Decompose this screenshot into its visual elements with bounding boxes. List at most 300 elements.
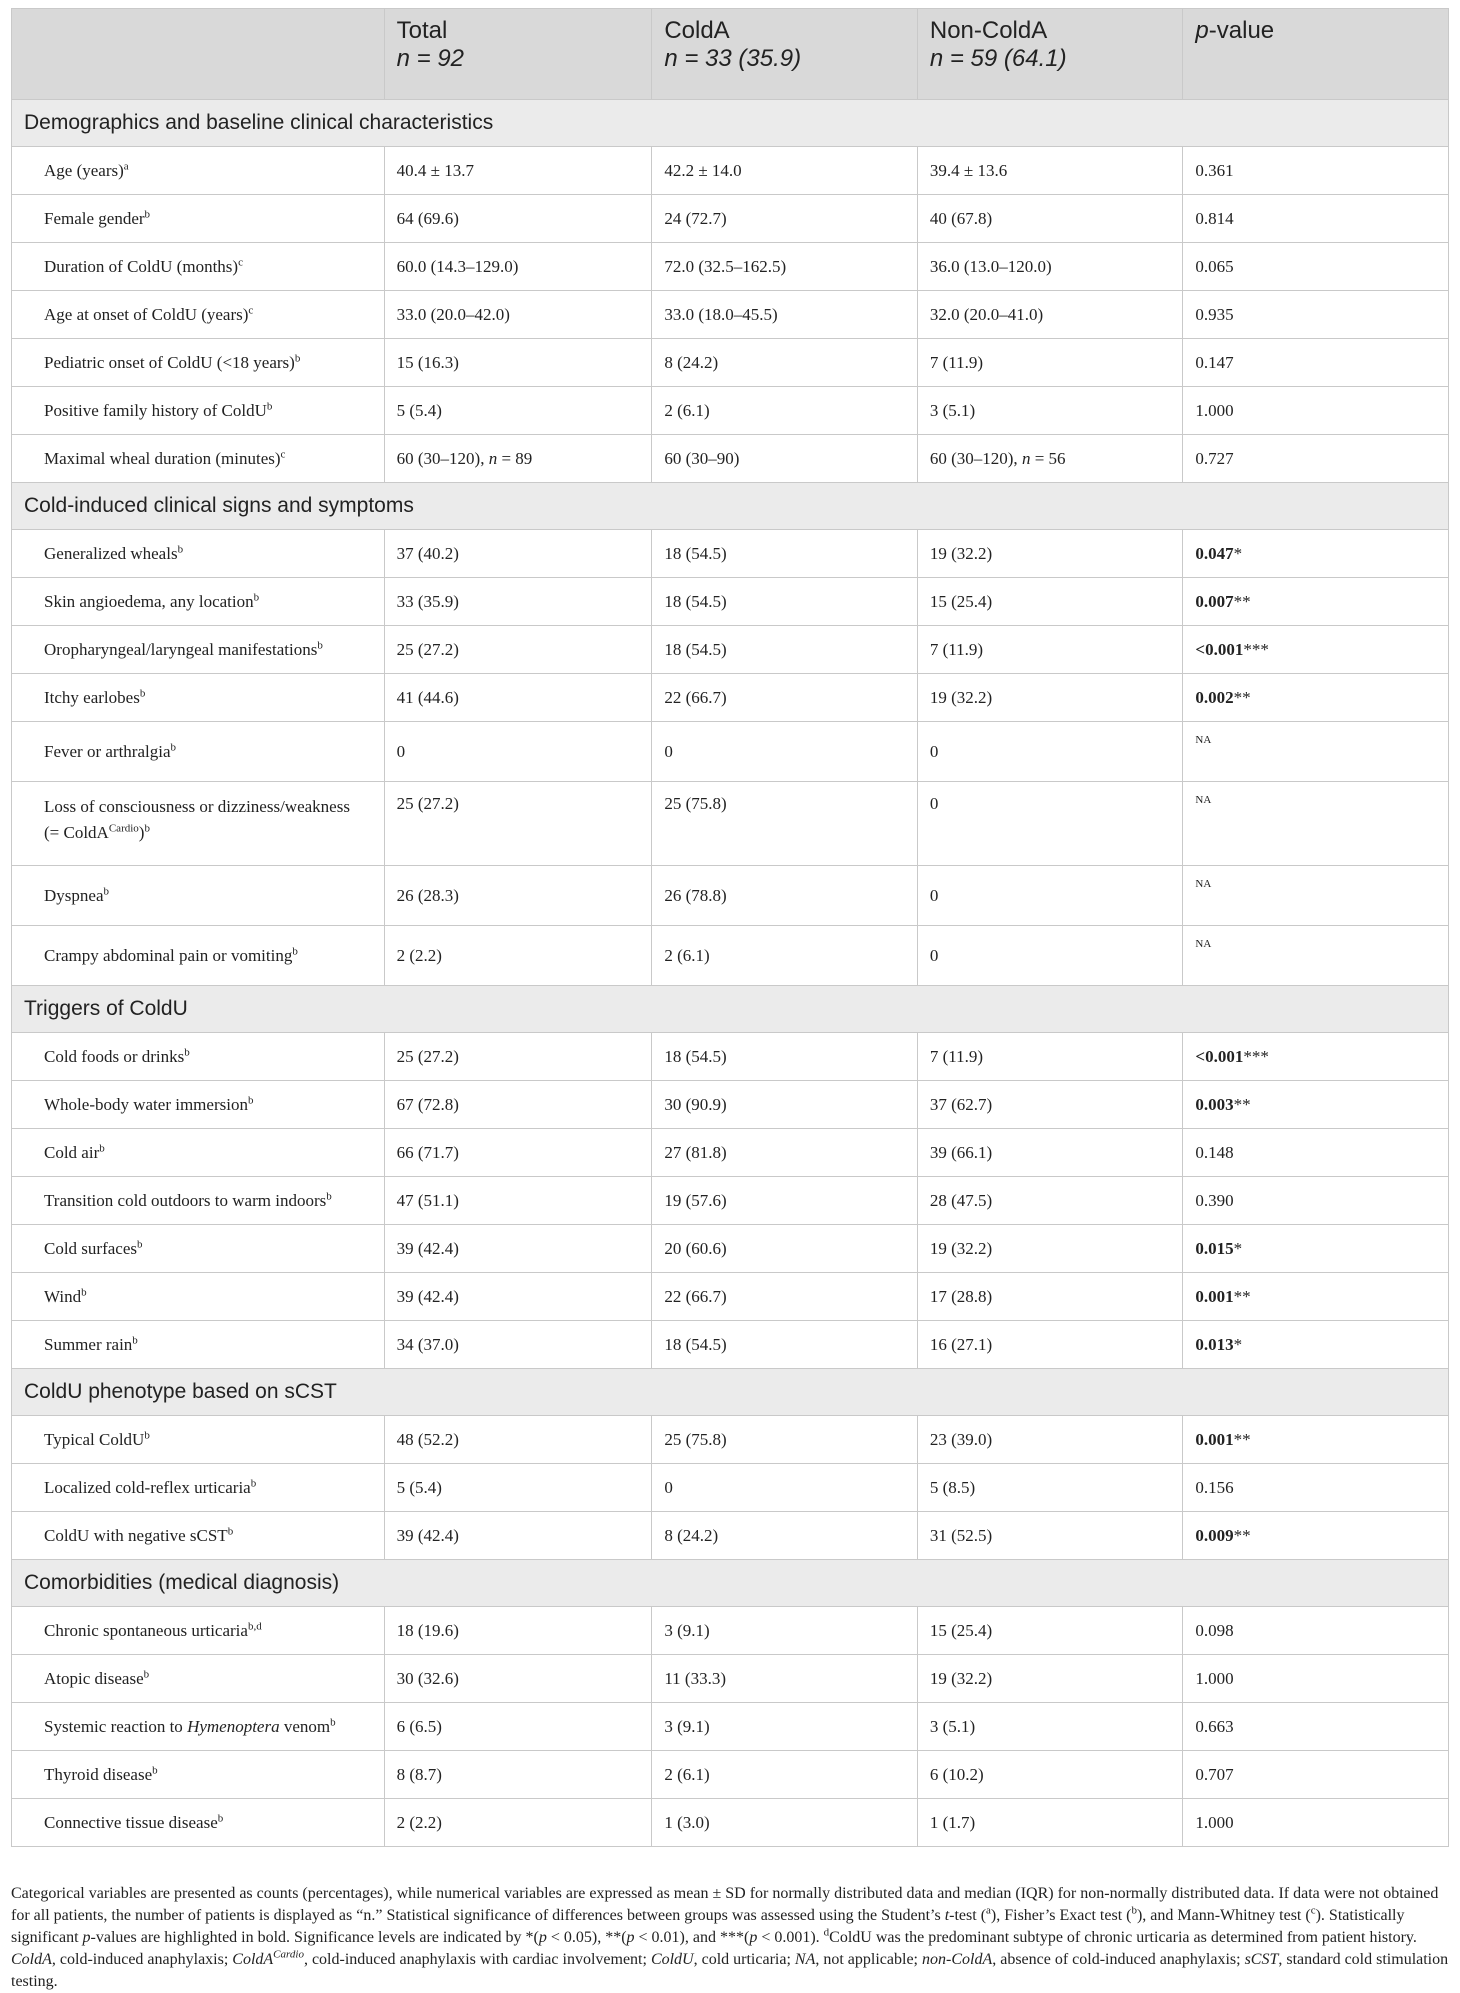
pvalue-text: 0.935 [1195, 304, 1234, 324]
cell-non: 16 (27.1) [917, 1321, 1183, 1369]
cell-total: 40.4 ± 13.7 [384, 147, 652, 195]
table-row [12, 722, 1449, 782]
cell-total: 2 (2.2) [384, 1799, 652, 1847]
cell-non: 5 (8.5) [917, 1464, 1183, 1512]
section-header-row [12, 986, 1449, 1033]
pvalue-text: 0.002 [1195, 687, 1234, 707]
cell-non: 28 (47.5) [917, 1177, 1183, 1225]
cell-non: 23 (39.0) [917, 1416, 1183, 1464]
footnote-marker: b [253, 590, 260, 603]
footnote-marker: a [123, 159, 129, 172]
cell-total: 6 (6.5) [384, 1703, 652, 1751]
cell-pvalue [1183, 1177, 1449, 1225]
row-label-text: Duration of ColdU (months) [44, 256, 239, 276]
row-label-text: Itchy earlobes [44, 687, 140, 707]
row-label [12, 195, 385, 243]
row-label [12, 722, 385, 782]
row-label-italic: Hymenoptera [187, 1716, 280, 1736]
cell-colda: 30 (90.9) [652, 1081, 918, 1129]
cell-pvalue [1183, 722, 1449, 782]
cell-total: 0 [384, 722, 652, 782]
cell-non: 40 (67.8) [917, 195, 1183, 243]
cell-non: 17 (28.8) [917, 1273, 1183, 1321]
row-label-text: Thyroid disease [44, 1764, 153, 1784]
cell-total: 37 (40.2) [384, 530, 652, 578]
row-label [12, 339, 385, 387]
cell-total: 5 (5.4) [384, 1464, 652, 1512]
table-row [12, 578, 1449, 626]
section-title: Triggers of ColdU [12, 986, 1449, 1033]
cell-non: 39 (66.1) [917, 1129, 1183, 1177]
row-label [12, 926, 385, 986]
row-label [12, 147, 385, 195]
footnote-paragraph: Categorical variables are presented as counts (percentages), while numerical variables are expressed as mean ± SD for normally distributed data and median (IQR) for non-normally distributed data. If data were not obtained for all patients, the number of patients is displayed as “n.” Statistical significance of differences between groups was assessed using the Student’s t-test ($^a$), Fisher’s Exact test ($^b$), and Mann-Whitney test ($^c$). Statistically significant p-values are highlighted in bold. Significance levels are indicated by *(p < 0.05), **(p < 0.01), and ***(p < 0.001). $^d$ColdU was the predominant subtype of chronic urticaria as determined from patient history. [11, 1885, 1439, 1946]
pvalue-text: 0.390 [1195, 1190, 1234, 1210]
cell-colda: 2 (6.1) [652, 926, 918, 986]
row-label [12, 782, 385, 866]
pvalue-text: 0.047 [1195, 543, 1234, 563]
cell-total: 47 (51.1) [384, 1177, 652, 1225]
cell-non: 6 (10.2) [917, 1751, 1183, 1799]
row-label [12, 674, 385, 722]
footnote-marker: b [152, 1763, 158, 1776]
section-header-row [12, 483, 1449, 530]
cell-pvalue [1183, 339, 1449, 387]
row-label-text: Typical ColdU [44, 1429, 145, 1449]
cell-colda: 8 (24.2) [652, 339, 918, 387]
table-row [12, 1703, 1449, 1751]
footnote-marker: b [170, 740, 176, 753]
section-title: Comorbidities (medical diagnosis) [12, 1560, 1449, 1607]
cell-pvalue [1183, 626, 1449, 674]
cell-colda: 22 (66.7) [652, 1273, 918, 1321]
section-header-row [12, 1560, 1449, 1607]
cell-colda: 3 (9.1) [652, 1703, 918, 1751]
row-label-text: Oropharyngeal/laryngeal manifestations [44, 639, 318, 659]
footnote-marker: b [143, 1667, 150, 1680]
cell-colda: 18 (54.5) [652, 578, 918, 626]
table-row [12, 1225, 1449, 1273]
significance-stars: * [1233, 543, 1243, 563]
row-label [12, 1033, 385, 1081]
footnote-marker: c [248, 303, 254, 316]
footnote-marker: b [177, 542, 184, 555]
cell-total: 30 (32.6) [384, 1655, 652, 1703]
cell-colda: 18 (54.5) [652, 626, 918, 674]
cell-colda: 27 (81.8) [652, 1129, 918, 1177]
row-label [12, 1655, 385, 1703]
header-colda: ColdA n = 33 (35.9) [652, 9, 918, 100]
footnote-marker: b [227, 1524, 234, 1537]
cell-pvalue [1183, 435, 1449, 483]
cell-colda: 18 (54.5) [652, 530, 918, 578]
cell-total: 60.0 (14.3–129.0) [384, 243, 652, 291]
cell-non: 7 (11.9) [917, 626, 1183, 674]
footnote-marker: b [137, 1237, 143, 1250]
cell-colda: 24 (72.7) [652, 195, 918, 243]
cell-total: 60 (30–120), n = 89 [384, 435, 652, 483]
cell-total: 25 (27.2) [384, 626, 652, 674]
cell-total: 33 (35.9) [384, 578, 652, 626]
section-title: Cold-induced clinical signs and symptoms [12, 483, 1449, 530]
pvalue-text: 1.000 [1195, 1668, 1234, 1688]
table-row [12, 1081, 1449, 1129]
footnote-marker: b [81, 1285, 87, 1298]
row-label-text: Skin angioedema, any location [44, 591, 254, 611]
row-label [12, 1416, 385, 1464]
header-empty [12, 9, 385, 100]
row-label-text: Atopic disease [44, 1668, 144, 1688]
footnote-abbreviations: ColdA, cold-induced anaphylaxis; ColdA$^{Cardio}$, cold-induced anaphylaxis with cardiac involvement; ColdU, cold urticaria; NA, not applicable; non-ColdA, absence of cold-induced anaphylaxis; sCST, standard cold stimulation testing. [11, 1948, 1449, 1990]
cell-colda: 0 [652, 1464, 918, 1512]
cell-colda: 33.0 (18.0–45.5) [652, 291, 918, 339]
cell-non: 3 (5.1) [917, 1703, 1183, 1751]
pvalue-text: 0.148 [1195, 1142, 1234, 1162]
footnote-marker: b [294, 351, 301, 364]
cell-pvalue [1183, 1081, 1449, 1129]
cell-total: 25 (27.2) [384, 782, 652, 866]
pvalue-text: 0.003 [1195, 1094, 1234, 1114]
row-label [12, 243, 385, 291]
row-label [12, 1225, 385, 1273]
row-label [12, 1512, 385, 1560]
cell-non: 19 (32.2) [917, 674, 1183, 722]
cell-pvalue [1183, 866, 1449, 926]
section-header-row [12, 1369, 1449, 1416]
cell-non: 32.0 (20.0–41.0) [917, 291, 1183, 339]
cell-non: 7 (11.9) [917, 339, 1183, 387]
cell-pvalue [1183, 674, 1449, 722]
pvalue-text: 0.013 [1195, 1334, 1234, 1354]
table-row [12, 1607, 1449, 1655]
cell-colda: 26 (78.8) [652, 866, 918, 926]
row-label-text: Generalized wheals [44, 543, 178, 563]
cell-total: 34 (37.0) [384, 1321, 652, 1369]
cell-total: 39 (42.4) [384, 1512, 652, 1560]
header-pvalue: p-value [1183, 9, 1449, 100]
cell-colda: 20 (60.6) [652, 1225, 918, 1273]
cell-total: 5 (5.4) [384, 387, 652, 435]
cell-total: 2 (2.2) [384, 926, 652, 986]
footnote-marker: c [280, 447, 286, 460]
cell-colda: 1 (3.0) [652, 1799, 918, 1847]
footnote-marker: b [330, 1715, 336, 1728]
row-label-text: Wind [44, 1286, 82, 1306]
row-label-text: Pediatric onset of ColdU (<18 years) [44, 352, 295, 372]
footnote-marker: b [250, 1476, 257, 1489]
pvalue-text: 0.001 [1195, 1286, 1234, 1306]
row-label [12, 626, 385, 674]
row-label-text: ColdU with negative sCST [44, 1525, 228, 1545]
footnote-marker: b,d [247, 1619, 262, 1632]
cell-total: 39 (42.4) [384, 1225, 652, 1273]
cell-non: 15 (25.4) [917, 1607, 1183, 1655]
pvalue-text: 0.147 [1195, 352, 1234, 372]
footnote-marker: b [292, 944, 298, 957]
significance-stars: *** [1243, 1046, 1269, 1066]
row-label-text: Transition cold outdoors to warm indoors [44, 1190, 327, 1210]
table-row [12, 1129, 1449, 1177]
footnote-marker: b [144, 207, 151, 220]
cell-colda: 19 (57.6) [652, 1177, 918, 1225]
cell-colda: 0 [652, 722, 918, 782]
row-label-text: Positive family history of ColdU [44, 400, 267, 420]
table-footnote [11, 1883, 1449, 1993]
cell-non: 19 (32.2) [917, 530, 1183, 578]
header-row [12, 9, 1449, 100]
cell-pvalue [1183, 1464, 1449, 1512]
cell-pvalue [1183, 1416, 1449, 1464]
cell-pvalue [1183, 1033, 1449, 1081]
cell-total: 8 (8.7) [384, 1751, 652, 1799]
pvalue-na: NA [1195, 794, 1212, 806]
row-label-text: Chronic spontaneous urticaria [44, 1620, 248, 1640]
row-label-text: Loss of consciousness or dizziness/weakness [44, 797, 350, 816]
cell-total: 66 (71.7) [384, 1129, 652, 1177]
row-label-text: Dyspnea [44, 885, 104, 905]
cell-pvalue [1183, 147, 1449, 195]
row-label-text: Localized cold-reflex urticaria [44, 1477, 251, 1497]
cell-pvalue [1183, 1799, 1449, 1847]
cell-pvalue [1183, 1129, 1449, 1177]
cell-pvalue [1183, 1703, 1449, 1751]
cell-colda: 60 (30–90) [652, 435, 918, 483]
row-label [12, 1607, 385, 1655]
cell-colda: 2 (6.1) [652, 387, 918, 435]
cell-non: 0 [917, 782, 1183, 866]
table-row [12, 147, 1449, 195]
cell-total: 33.0 (20.0–42.0) [384, 291, 652, 339]
table-row [12, 1655, 1449, 1703]
table-row [12, 1799, 1449, 1847]
cell-total: 67 (72.8) [384, 1081, 652, 1129]
row-label-text: Age at onset of ColdU (years) [44, 304, 249, 324]
row-label-text: Cold air [44, 1142, 100, 1162]
table-row [12, 1273, 1449, 1321]
table-row [12, 1464, 1449, 1512]
row-label-text: Cold foods or drinks [44, 1046, 185, 1066]
row-label-text: Age (years) [44, 160, 124, 180]
cell-non: 37 (62.7) [917, 1081, 1183, 1129]
row-label-text: Female gender [44, 208, 145, 228]
table-row [12, 782, 1449, 866]
cell-non: 39.4 ± 13.6 [917, 147, 1183, 195]
pvalue-text: 0.727 [1195, 448, 1234, 468]
row-label [12, 1703, 385, 1751]
cell-pvalue [1183, 1225, 1449, 1273]
table-row [12, 926, 1449, 986]
cell-pvalue [1183, 926, 1449, 986]
cell-total: 18 (19.6) [384, 1607, 652, 1655]
significance-stars: *** [1243, 639, 1269, 659]
cell-colda: 42.2 ± 14.0 [652, 147, 918, 195]
pvalue-na: NA [1195, 938, 1212, 950]
cell-colda: 11 (33.3) [652, 1655, 918, 1703]
cell-pvalue [1183, 387, 1449, 435]
cell-pvalue [1183, 1655, 1449, 1703]
table-row [12, 1177, 1449, 1225]
row-label-line2-sup: Cardio [108, 822, 139, 835]
cell-non: 19 (32.2) [917, 1225, 1183, 1273]
cell-non: 1 (1.7) [917, 1799, 1183, 1847]
row-label-line2: (= ColdA [44, 823, 109, 842]
cell-pvalue [1183, 1607, 1449, 1655]
table-body [12, 100, 1449, 1847]
significance-stars: ** [1233, 1286, 1251, 1306]
cell-non: 31 (52.5) [917, 1512, 1183, 1560]
pvalue-text: 0.009 [1195, 1525, 1234, 1545]
footnote-marker: b [247, 1093, 254, 1106]
row-label [12, 530, 385, 578]
cell-total: 26 (28.3) [384, 866, 652, 926]
cell-pvalue [1183, 578, 1449, 626]
cell-colda: 8 (24.2) [652, 1512, 918, 1560]
row-label [12, 1464, 385, 1512]
cell-pvalue [1183, 530, 1449, 578]
cell-pvalue [1183, 1512, 1449, 1560]
row-label [12, 1751, 385, 1799]
section-title: Demographics and baseline clinical characteristics [12, 100, 1449, 147]
pvalue-text: 0.015 [1195, 1238, 1234, 1258]
row-label [12, 578, 385, 626]
row-label-text: Systemic reaction to [44, 1716, 188, 1736]
cell-non: 0 [917, 866, 1183, 926]
table-row [12, 1512, 1449, 1560]
row-label-end: venom [279, 1716, 331, 1736]
row-label-text: Fever or arthralgia [44, 741, 171, 761]
footnote-marker: b [132, 1333, 138, 1346]
cell-total: 48 (52.2) [384, 1416, 652, 1464]
header-total: Total n = 92 [384, 9, 652, 100]
pvalue-text: 0.361 [1195, 160, 1234, 180]
row-label-text: Crampy abdominal pain or vomiting [44, 945, 293, 965]
table-row [12, 1416, 1449, 1464]
cell-colda: 3 (9.1) [652, 1607, 918, 1655]
header-noncolda: Non-ColdA n = 59 (64.1) [917, 9, 1183, 100]
row-label-text: Cold surfaces [44, 1238, 138, 1258]
cell-non: 60 (30–120), n = 56 [917, 435, 1183, 483]
cell-colda: 72.0 (32.5–162.5) [652, 243, 918, 291]
cell-pvalue [1183, 291, 1449, 339]
table-row [12, 674, 1449, 722]
row-label [12, 1129, 385, 1177]
significance-stars: ** [1233, 1525, 1251, 1545]
table-row [12, 435, 1449, 483]
cell-pvalue [1183, 195, 1449, 243]
cell-colda: 22 (66.7) [652, 674, 918, 722]
cell-colda: 25 (75.8) [652, 782, 918, 866]
significance-stars: ** [1233, 591, 1251, 611]
cell-total: 15 (16.3) [384, 339, 652, 387]
footnote-marker: b [326, 1189, 332, 1202]
footnote-marker: b [317, 638, 323, 651]
section-header-row [12, 100, 1449, 147]
table-row [12, 339, 1449, 387]
footnote-marker: b [266, 399, 273, 412]
cell-colda: 18 (54.5) [652, 1033, 918, 1081]
data-table [11, 8, 1449, 1847]
footnote-marker: b [144, 822, 150, 835]
footnote-marker: b [139, 686, 146, 699]
cell-pvalue [1183, 1273, 1449, 1321]
row-label [12, 866, 385, 926]
pvalue-text: 0.814 [1195, 208, 1234, 228]
significance-stars: ** [1233, 1094, 1251, 1114]
cell-non: 15 (25.4) [917, 578, 1183, 626]
significance-stars: ** [1233, 687, 1251, 707]
row-label [12, 1177, 385, 1225]
pvalue-text: 0.098 [1195, 1620, 1234, 1640]
cell-total: 39 (42.4) [384, 1273, 652, 1321]
cell-pvalue [1183, 782, 1449, 866]
footnote-marker: b [184, 1045, 190, 1058]
significance-stars: ** [1233, 1429, 1251, 1449]
pvalue-text: 1.000 [1195, 1812, 1234, 1832]
cell-colda: 25 (75.8) [652, 1416, 918, 1464]
pvalue-na: NA [1195, 878, 1212, 890]
pvalue-text: 0.663 [1195, 1716, 1234, 1736]
row-label [12, 1799, 385, 1847]
cell-total: 25 (27.2) [384, 1033, 652, 1081]
cell-non: 0 [917, 722, 1183, 782]
cell-non: 3 (5.1) [917, 387, 1183, 435]
cell-pvalue [1183, 243, 1449, 291]
pvalue-text: 1.000 [1195, 400, 1234, 420]
cell-pvalue [1183, 1751, 1449, 1799]
pvalue-na: NA [1195, 734, 1212, 746]
cell-non: 7 (11.9) [917, 1033, 1183, 1081]
row-label [12, 387, 385, 435]
cell-colda: 2 (6.1) [652, 1751, 918, 1799]
footnote-marker: b [144, 1428, 150, 1441]
significance-stars: * [1233, 1334, 1243, 1354]
cell-colda: 18 (54.5) [652, 1321, 918, 1369]
table-row [12, 243, 1449, 291]
pvalue-text: 0.001 [1195, 1429, 1234, 1449]
table-row [12, 195, 1449, 243]
pvalue-text: 0.007 [1195, 591, 1234, 611]
footnote-marker: b [217, 1811, 224, 1824]
pvalue-text: 0.156 [1195, 1477, 1234, 1497]
pvalue-text: 0.707 [1195, 1764, 1234, 1784]
row-label [12, 1273, 385, 1321]
significance-stars: * [1233, 1238, 1243, 1258]
table-row [12, 626, 1449, 674]
pvalue-text: <0.001 [1195, 1046, 1244, 1066]
cell-non: 36.0 (13.0–120.0) [917, 243, 1183, 291]
row-label-text: Maximal wheal duration (minutes) [44, 448, 281, 468]
row-label [12, 291, 385, 339]
table-row [12, 1033, 1449, 1081]
row-label [12, 435, 385, 483]
row-label-text: Summer rain [44, 1334, 133, 1354]
cell-pvalue [1183, 1321, 1449, 1369]
cell-non: 0 [917, 926, 1183, 986]
cell-total: 41 (44.6) [384, 674, 652, 722]
footnote-marker: b [103, 884, 109, 897]
footnote-marker: c [238, 255, 243, 268]
cell-non: 19 (32.2) [917, 1655, 1183, 1703]
row-label-text: Whole-body water immersion [44, 1094, 248, 1114]
table-row [12, 1321, 1449, 1369]
table-row [12, 387, 1449, 435]
table-row [12, 1751, 1449, 1799]
table-row [12, 530, 1449, 578]
row-label-text: Connective tissue disease [44, 1812, 218, 1832]
table-row [12, 866, 1449, 926]
table-row [12, 291, 1449, 339]
section-title: ColdU phenotype based on sCST [12, 1369, 1449, 1416]
